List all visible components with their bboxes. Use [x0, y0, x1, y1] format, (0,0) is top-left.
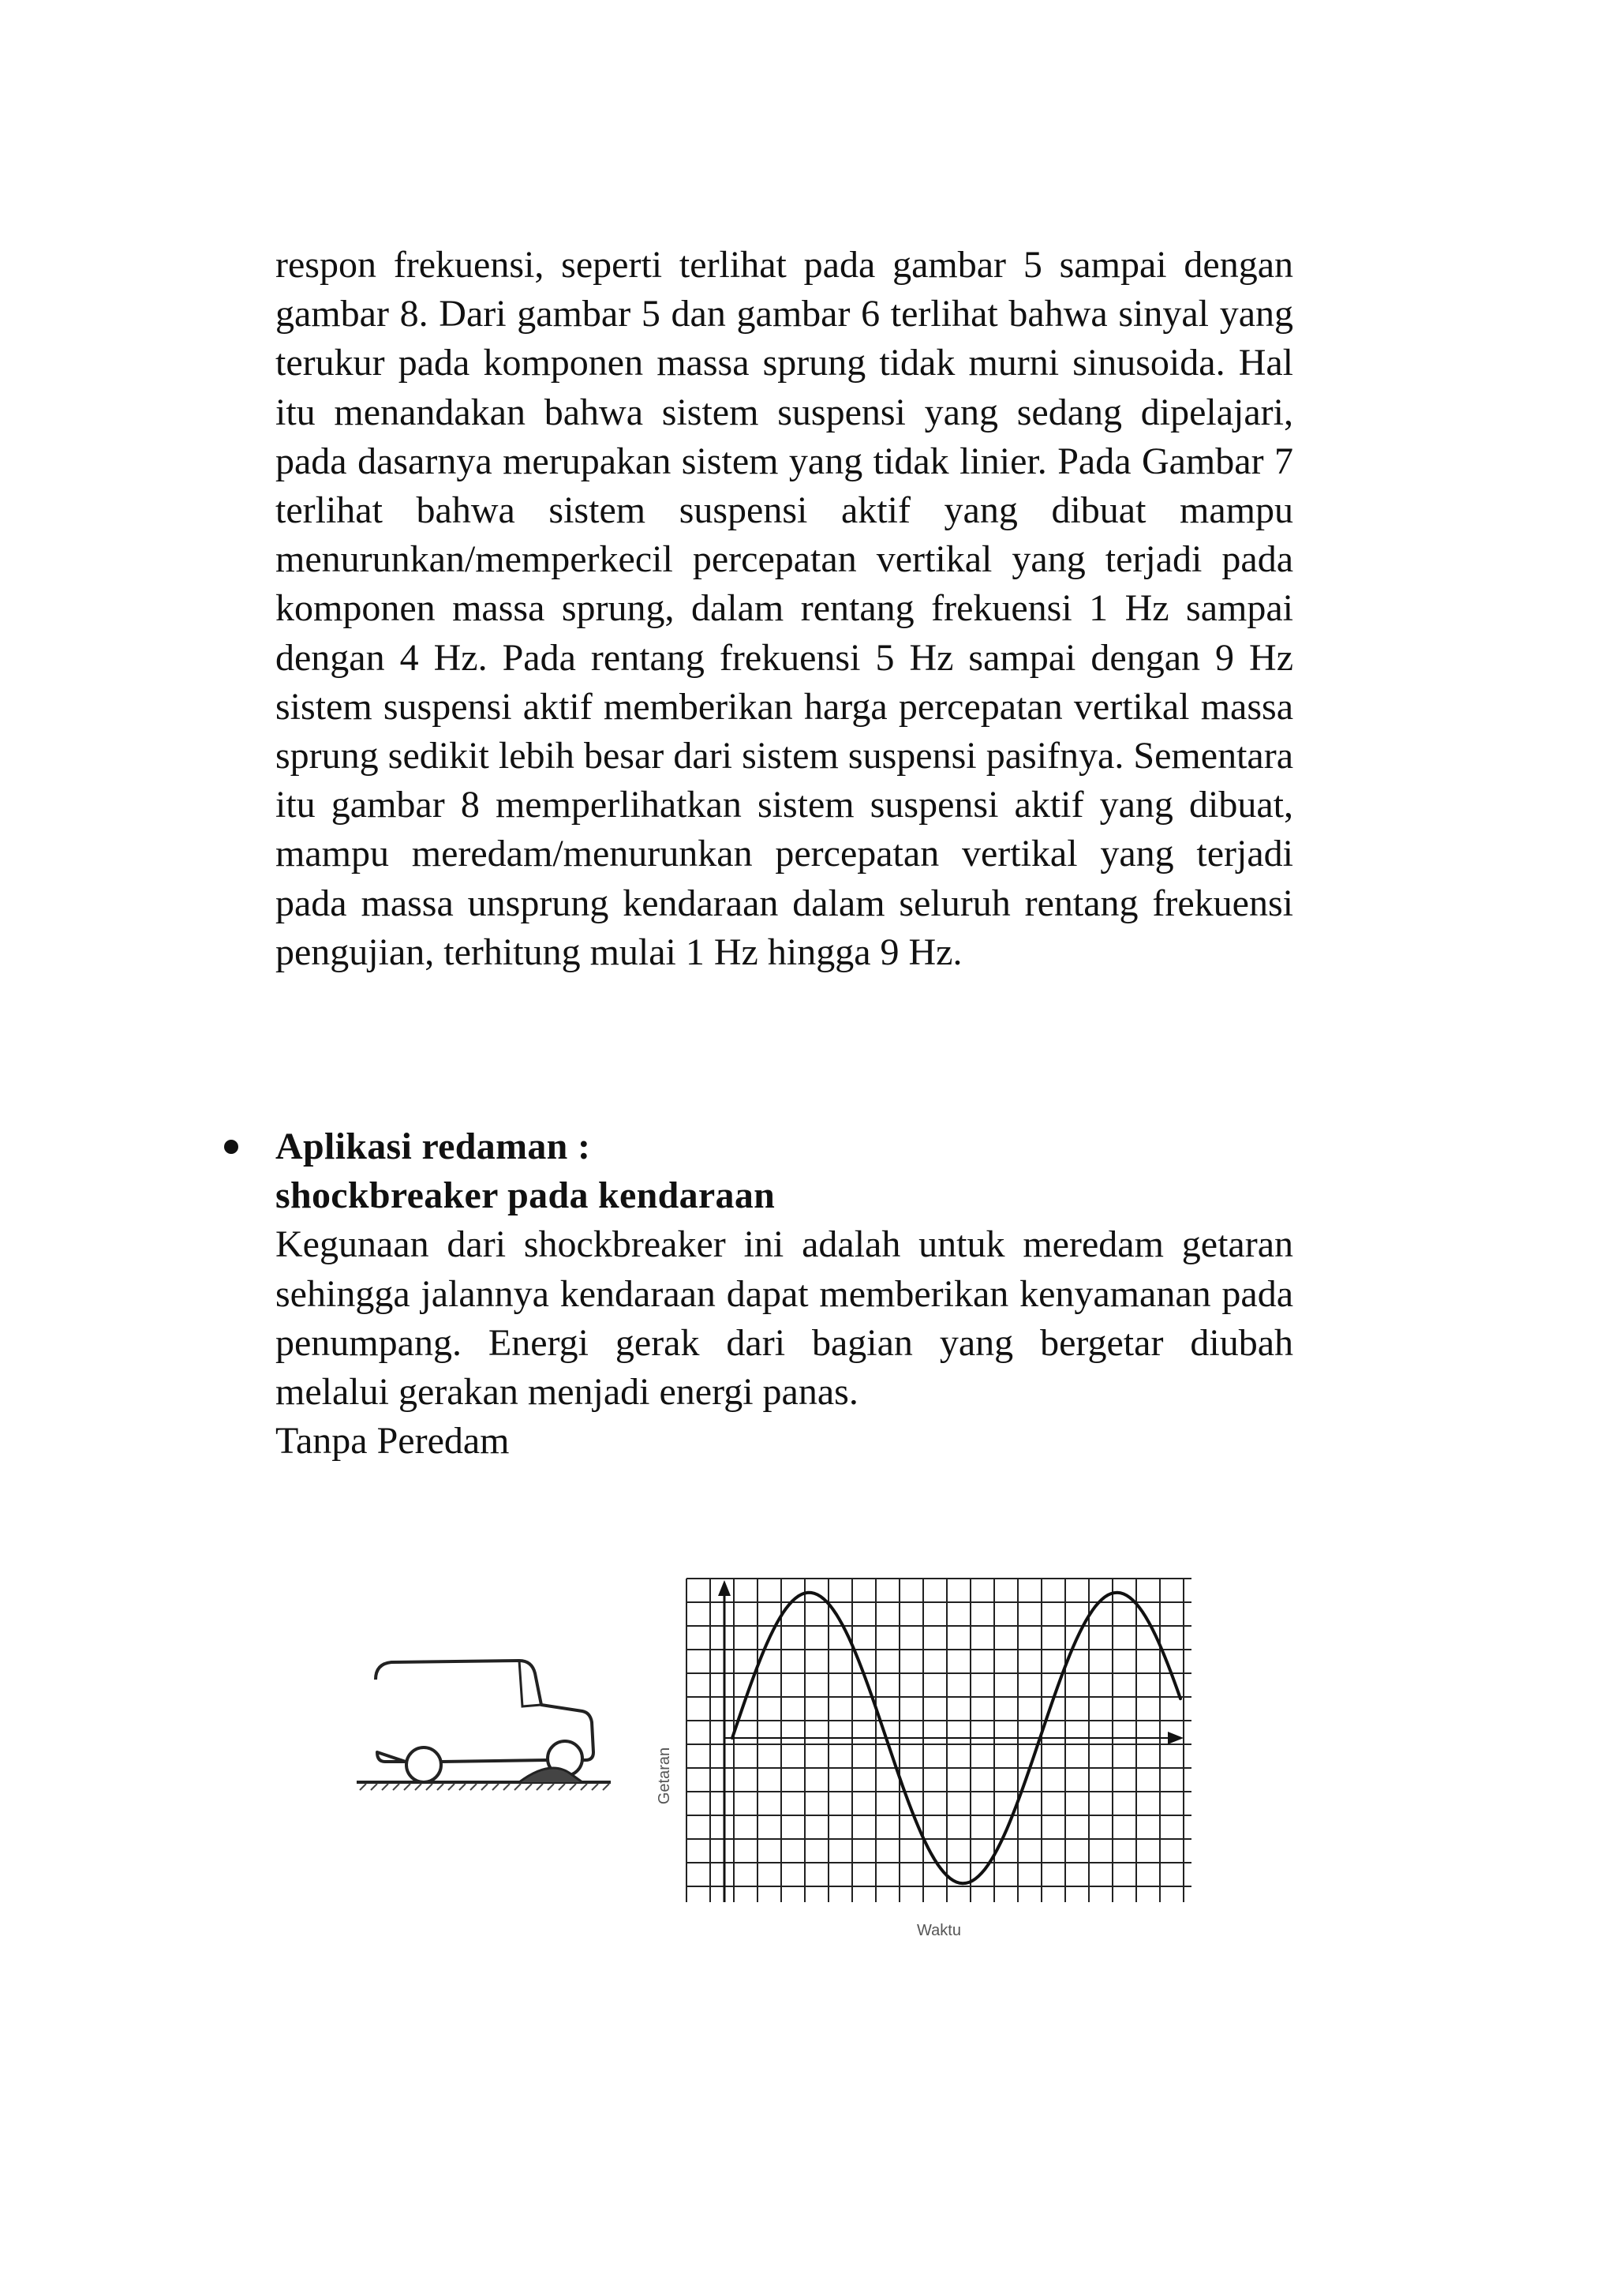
x-axis-arrow — [1168, 1732, 1184, 1744]
graph-grid — [686, 1579, 1191, 1902]
paragraph-frequency-response: respon frekuensi, seperti terlihat pada gambar 5 sampai dengan gambar 8. Dari gambar 5 dan gambar 6 terlihat bahwa sinyal yang terukur pada komponen massa sprung tidak murni sinusoida. Hal itu menandakan bahwa sistem suspensi yang sedang dipelajari, pada dasarnya merupakan sistem yang tidak linier. Pada Gambar 7 terlihat bahwa sistem suspensi aktif yang dibuat mampu menurunkan/memperkecil percepatan vertikal yang terjadi pada komponen massa sprung, dalam rentang frekuensi 1 Hz sampai dengan 4 Hz. Pada rentang frekuensi 5 Hz sampai dengan 9 Hz sistem suspensi aktif memberikan harga percepatan vertikal massa sprung sedikit lebih besar dari sistem suspensi pasifnya. Sementara itu gambar 8 memperlihatkan sistem suspensi aktif yang dibuat, mampu meredam/menurunkan percepatan vertikal yang terjadi pada massa unsprung kendaraan dalam seluruh rentang frekuensi pengujian, terhitung mulai 1 Hz hingga 9 Hz. — [275, 244, 1293, 973]
section-heading: Aplikasi redaman : — [275, 1126, 591, 1167]
bullet-section — [207, 1122, 1293, 1466]
section-subheading: shockbreaker pada kendaraan — [275, 1174, 776, 1217]
bullet-body — [275, 1122, 1293, 1466]
vibration-graph — [639, 1571, 1207, 1942]
x-axis-label: Waktu — [917, 1922, 961, 1939]
paragraph-shockbreaker: Kegunaan dari shockbreaker ini adalah untuk meredam getaran sehingga jalannya kendaraan dapat memberikan kenyamanan pada penumpang. Energi gerak dari bagian yang bergetar diubah melalui gerakan menjadi energi panas. — [275, 1223, 1293, 1414]
bullet-icon — [224, 1140, 238, 1154]
rear-wheel — [406, 1747, 441, 1782]
y-axis-arrow — [718, 1580, 731, 1596]
y-axis-label: Getaran — [656, 1747, 673, 1805]
body-text — [275, 241, 1293, 977]
car-illustration — [354, 1634, 614, 1792]
figure-caption: Tanpa Peredam — [275, 1420, 510, 1463]
